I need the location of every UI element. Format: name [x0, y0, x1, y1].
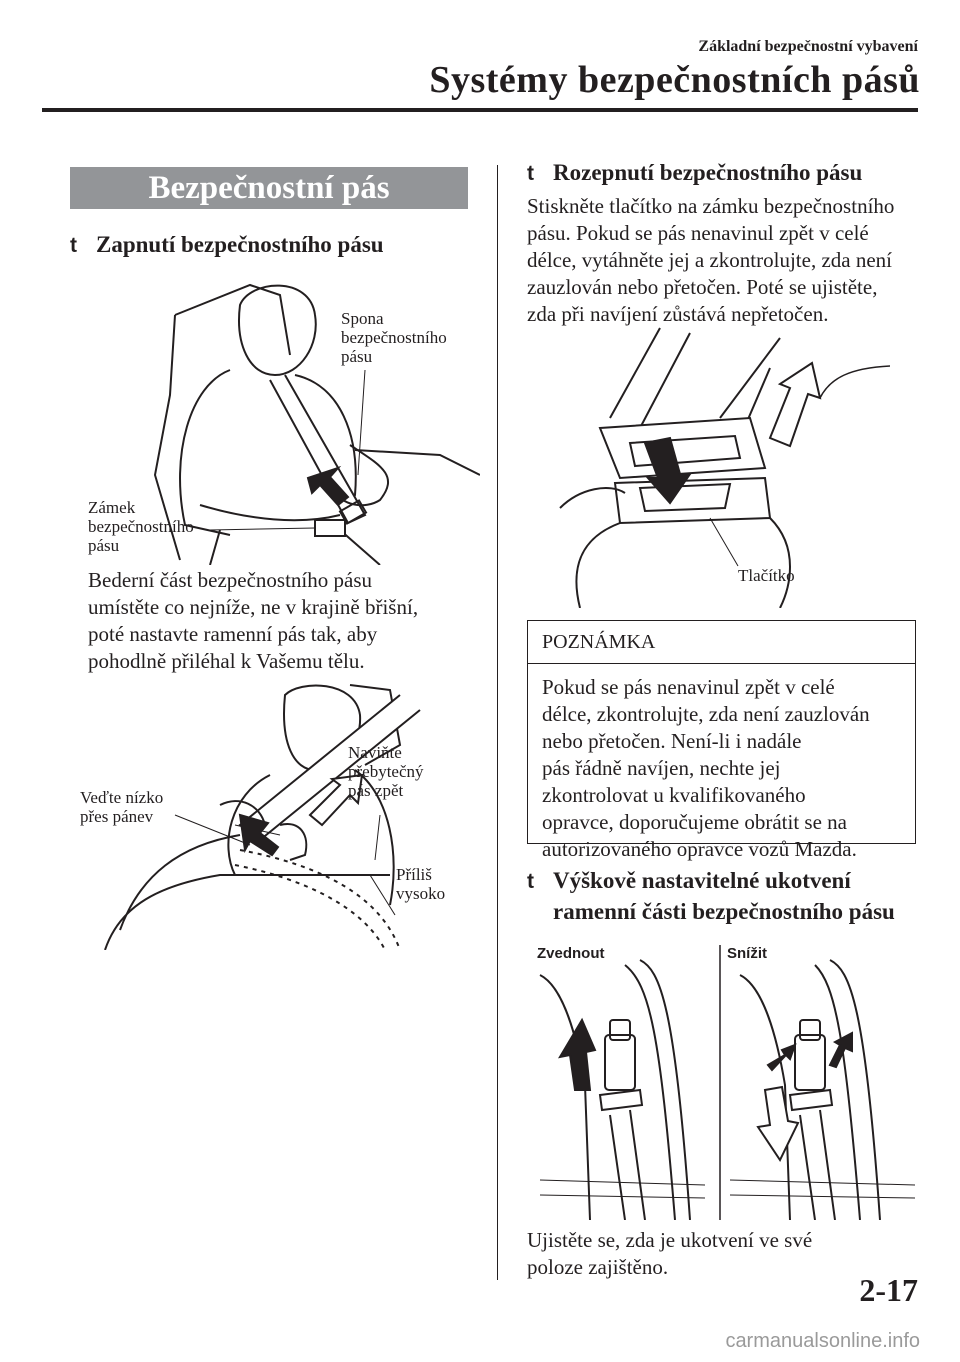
watermark: carmanualsonline.info — [725, 1330, 920, 1352]
heading-fasten-text: Zapnutí bezpečnostního pásu — [96, 232, 384, 257]
note-text: Pokud se pás nenavinul zpět v celé délce, zkontrolujte, zda není zauzlován nebo přetočen. Není-li i nadále pás řádně navíjen, nechte jej zkontrolovat u kvalifikovaného opravce, doporučujeme obrátit se na autorizovaného opravce vozů Mazda. — [542, 675, 870, 861]
section-title: Bezpečnostní pás — [70, 167, 468, 209]
column-divider — [497, 165, 498, 1280]
paragraph-anchor-check: Ujistěte se, zda je ukotvení ve své poloze zajištěno. — [527, 1228, 813, 1279]
figure-height-adjuster — [530, 945, 915, 1220]
label-retract: Naviňte přebytečný pás zpět — [348, 743, 424, 800]
label-raise: Zvednout — [537, 945, 605, 962]
header-rule — [42, 108, 918, 112]
label-high: Příliš vysoko — [396, 865, 446, 903]
chapter-label: Základní bezpečnostní vybavení — [698, 38, 918, 55]
label-tongue: Spona bezpečnostního pásu — [341, 309, 447, 366]
paragraph-fasten: Bederní část bezpečnostního pásu umístěte co nejníže, ne v krajině břišní, poté nastavte ramenní pás tak, aby pohodlně přiléhal k Vašemu tělu. — [88, 568, 419, 673]
bullet-icon: t — [70, 234, 77, 257]
heading-fasten — [70, 232, 384, 258]
bullet-icon: t — [527, 870, 534, 893]
note-box — [527, 620, 916, 861]
heading-unfasten-text: Rozepnutí bezpečnostního pásu — [553, 160, 863, 185]
bullet-icon: t — [527, 162, 534, 185]
figure-buckle-release — [540, 318, 890, 608]
page-number: 2-17 — [859, 1272, 918, 1308]
label-lower: Snížit — [727, 945, 767, 962]
heading-unfasten — [527, 160, 862, 186]
note-title: POZNÁMKA — [528, 621, 915, 664]
label-low: Veďte nízko přes pánev — [80, 788, 164, 826]
heading-height-adjust: t Výškově nastavitelné ukotvení ramenní části bezpečnostního pásu — [527, 868, 895, 924]
paragraph-unfasten: Stiskněte tlačítko na zámku bezpečnostního pásu. Pokud se pás nenavinul zpět v celé délce, vytáhněte jej a zkontrolujte, zda není zauzlován nebo přetočen. Poté se ujistěte, zda při navíjení zůstává nepřetočen. — [527, 194, 895, 326]
label-buckle: Zámek bezpečnostního pásu — [88, 498, 194, 555]
label-button: Tlačítko — [738, 566, 795, 585]
page-title: Systémy bezpečnostních pásů — [429, 59, 920, 101]
